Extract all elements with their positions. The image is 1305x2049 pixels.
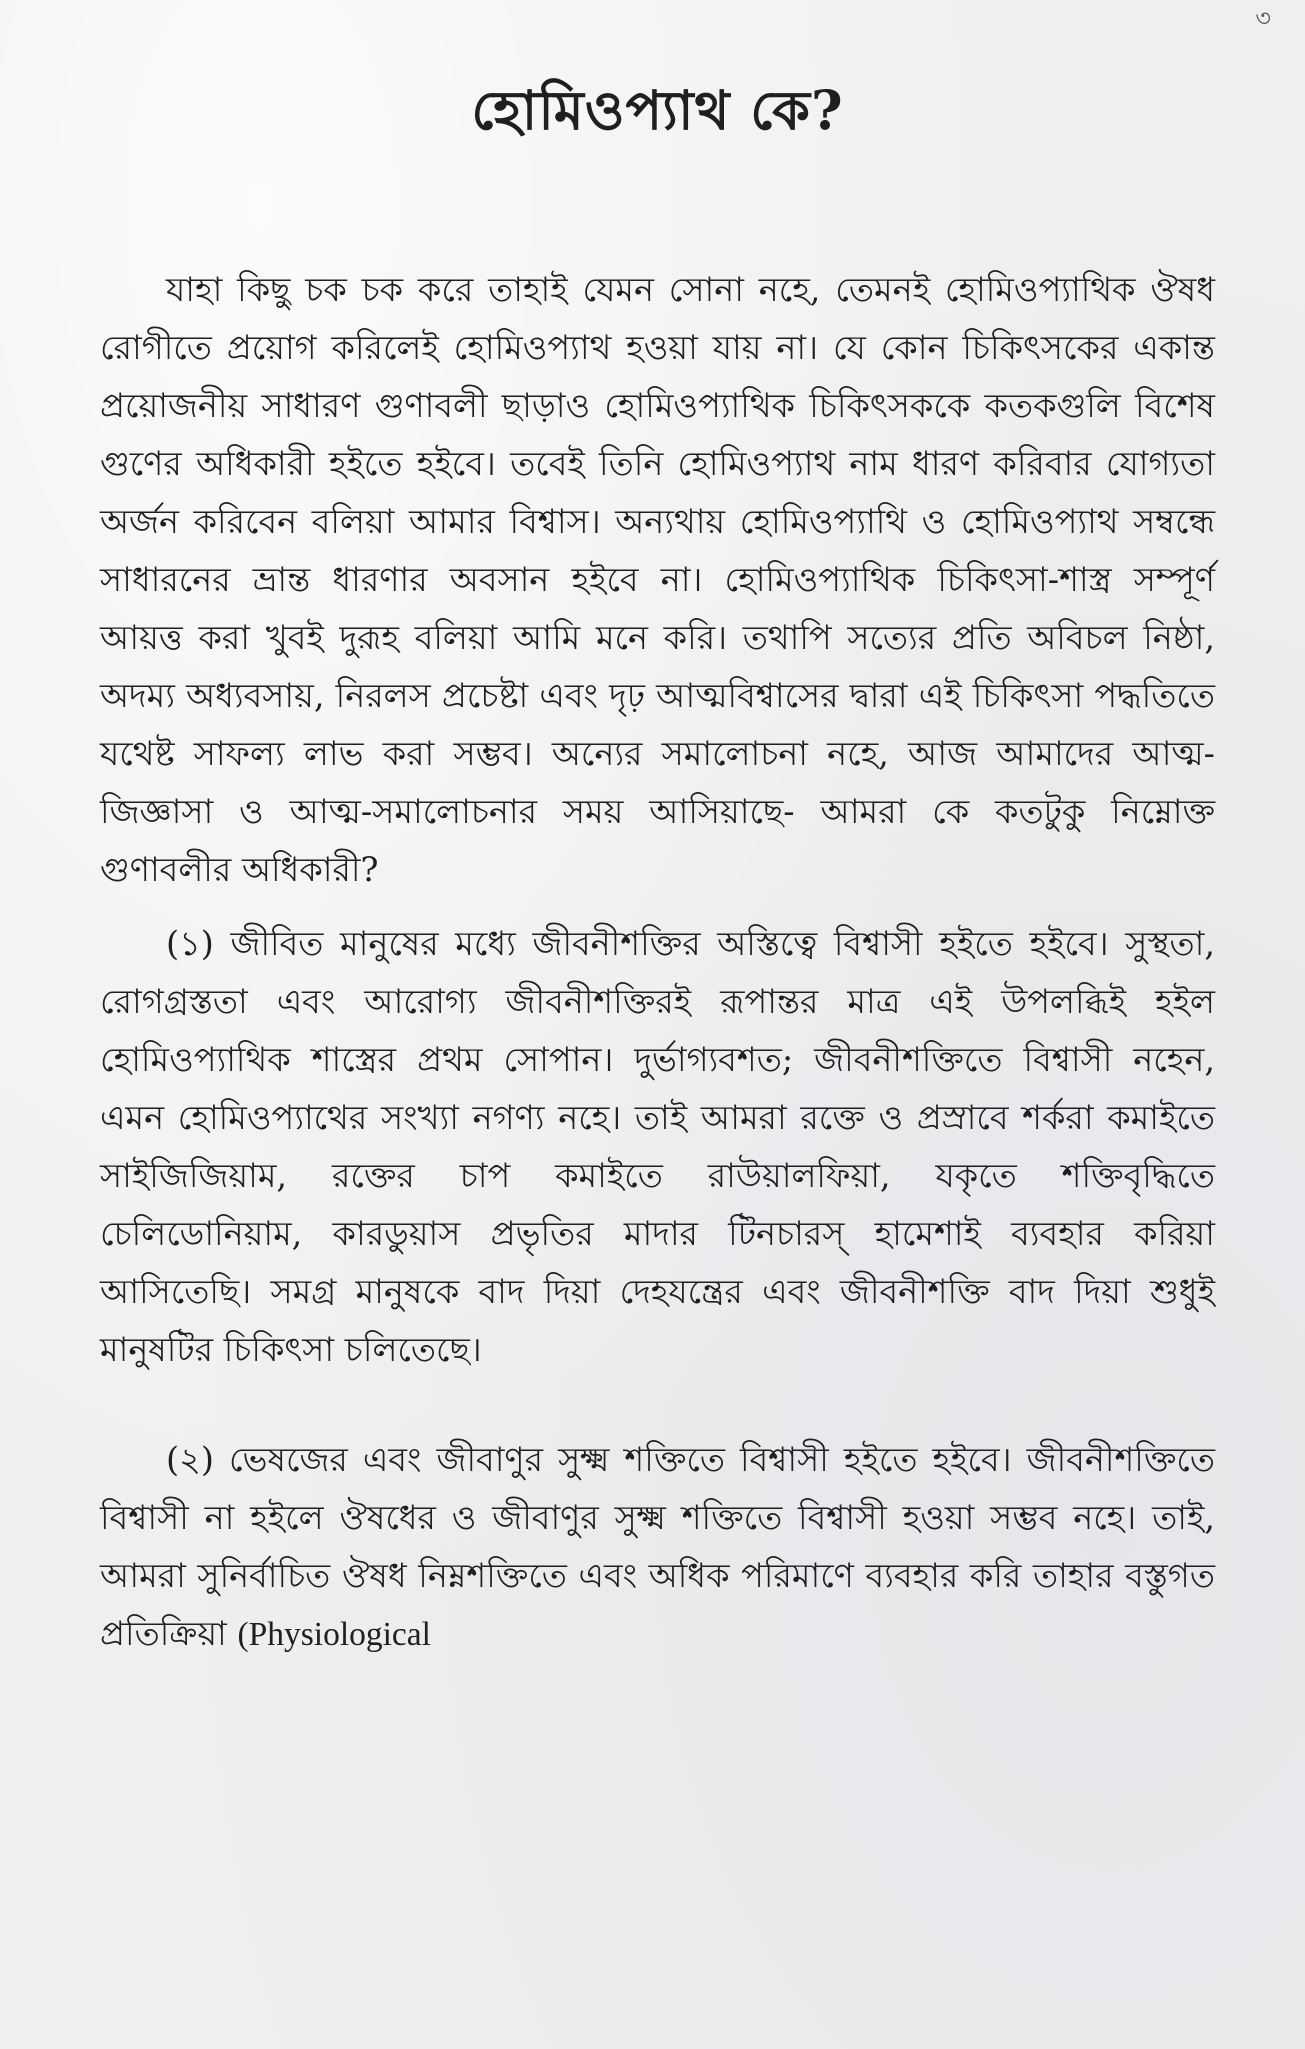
paragraph-point-2 <box>100 1431 1215 1664</box>
article-body <box>100 261 1215 1664</box>
paragraph-point-1: (১) জীবিত মানুষের মধ্যে জীবনীশক্তির অস্তিত্বে বিশ্বাসী হইতে হইবে। সুস্থতা, রোগগ্রস্ততা এবং আরোগ্য জীবনীশক্তিরই রূপান্তর মাত্র এই উপলব্ধিই হইল হোমিওপ্যাথিক শাস্ত্রের প্রথম সোপান। দুর্ভাগ্যবশত; জীবনীশক্তিতে বিশ্বাসী নহেন, এমন হোমিওপ্যাথের সংখ্যা নগণ্য নহে। তাই আমরা রক্তে ও প্রস্রাবে শর্করা কমাইতে সাইজিজিয়াম, রক্তের চাপ কমাইতে রাউয়ালফিয়া, যকৃতে শক্তিবৃদ্ধিতে চেলিডোনিয়াম, কারডুয়াস প্রভৃতির মাদার টিনচারস্ হামেশাই ব্যবহার করিয়া আসিতেছি। সমগ্র মানুষকে বাদ দিয়া দেহযন্ত্রের এবং জীবনীশক্তি বাদ দিয়া শুধুই মানুষটির চিকিৎসা চলিতেছে। <box>100 923 1215 1369</box>
paragraph-point-2-text: (২) ভেষজের এবং জীবাণুর সুক্ষ্ম শক্তিতে বিশ্বাসী হইতে হইবে। জীবনীশক্তিতে বিশ্বাসী না হইলে ঔষধের ও জীবাণুর সুক্ষ্ম শক্তিতে বিশ্বাসী হওয়া সম্ভব নহে। তাই, আমরা সুনির্বাচিত ঔষধ নিম্নশক্তিতে এবং অধিক পরিমাণে ব্যবহার করি তাহার বস্তুগত প্রতিক্রিয়া <box>100 1439 1215 1653</box>
paragraph-point-2-english-term: (Physiological <box>237 1615 431 1653</box>
chapter-title: হোমিওপ্যাথ কে? <box>471 78 844 142</box>
page-number: ৩ <box>1255 4 1271 32</box>
paragraph-intro: যাহা কিছু চক চক করে তাহাই যেমন সোনা নহে, তেমনই হোমিওপ্যাথিক ঔষধ রোগীতে প্রয়োগ করিলেই হোমিওপ্যাথ হওয়া যায় না। যে কোন চিকিৎসকের একান্ত প্রয়োজনীয় সাধারণ গুণাবলী ছাড়াও হোমিওপ্যাথিক চিকিৎসককে কতকগুলি বিশেষ গুণের অধিকারী হইতে হইবে। তবেই তিনি হোমিওপ্যাথ নাম ধারণ করিবার যোগ্যতা অর্জন করিবেন বলিয়া আমার বিশ্বাস। অন্যথায় হোমিওপ্যাথি ও হোমিওপ্যাথ সম্বন্ধে সাধারনের ভ্রান্ত ধারণার অবসান হইবে না। হোমিওপ্যাথিক চিকিৎসা-শাস্ত্র সম্পূর্ণ আয়ত্ত করা খুবই দুরূহ বলিয়া আমি মনে করি। তথাপি সত্যের প্রতি অবিচল নিষ্ঠা, অদম্য অধ্যবসায়, নিরলস প্রচেষ্টা এবং দৃঢ় আত্মবিশ্বাসের দ্বারা এই চিকিৎসা পদ্ধতিতে যথেষ্ট সাফল্য লাভ করা সম্ভব। অন্যের সমালোচনা নহে, আজ আমাদের আত্ম-জিজ্ঞাসা ও আত্ম-সমালোচনার সময় আসিয়াছে- আমরা কে কতটুকু নিম্নোক্ত গুণাবলীর অধিকারী? <box>100 269 1215 889</box>
